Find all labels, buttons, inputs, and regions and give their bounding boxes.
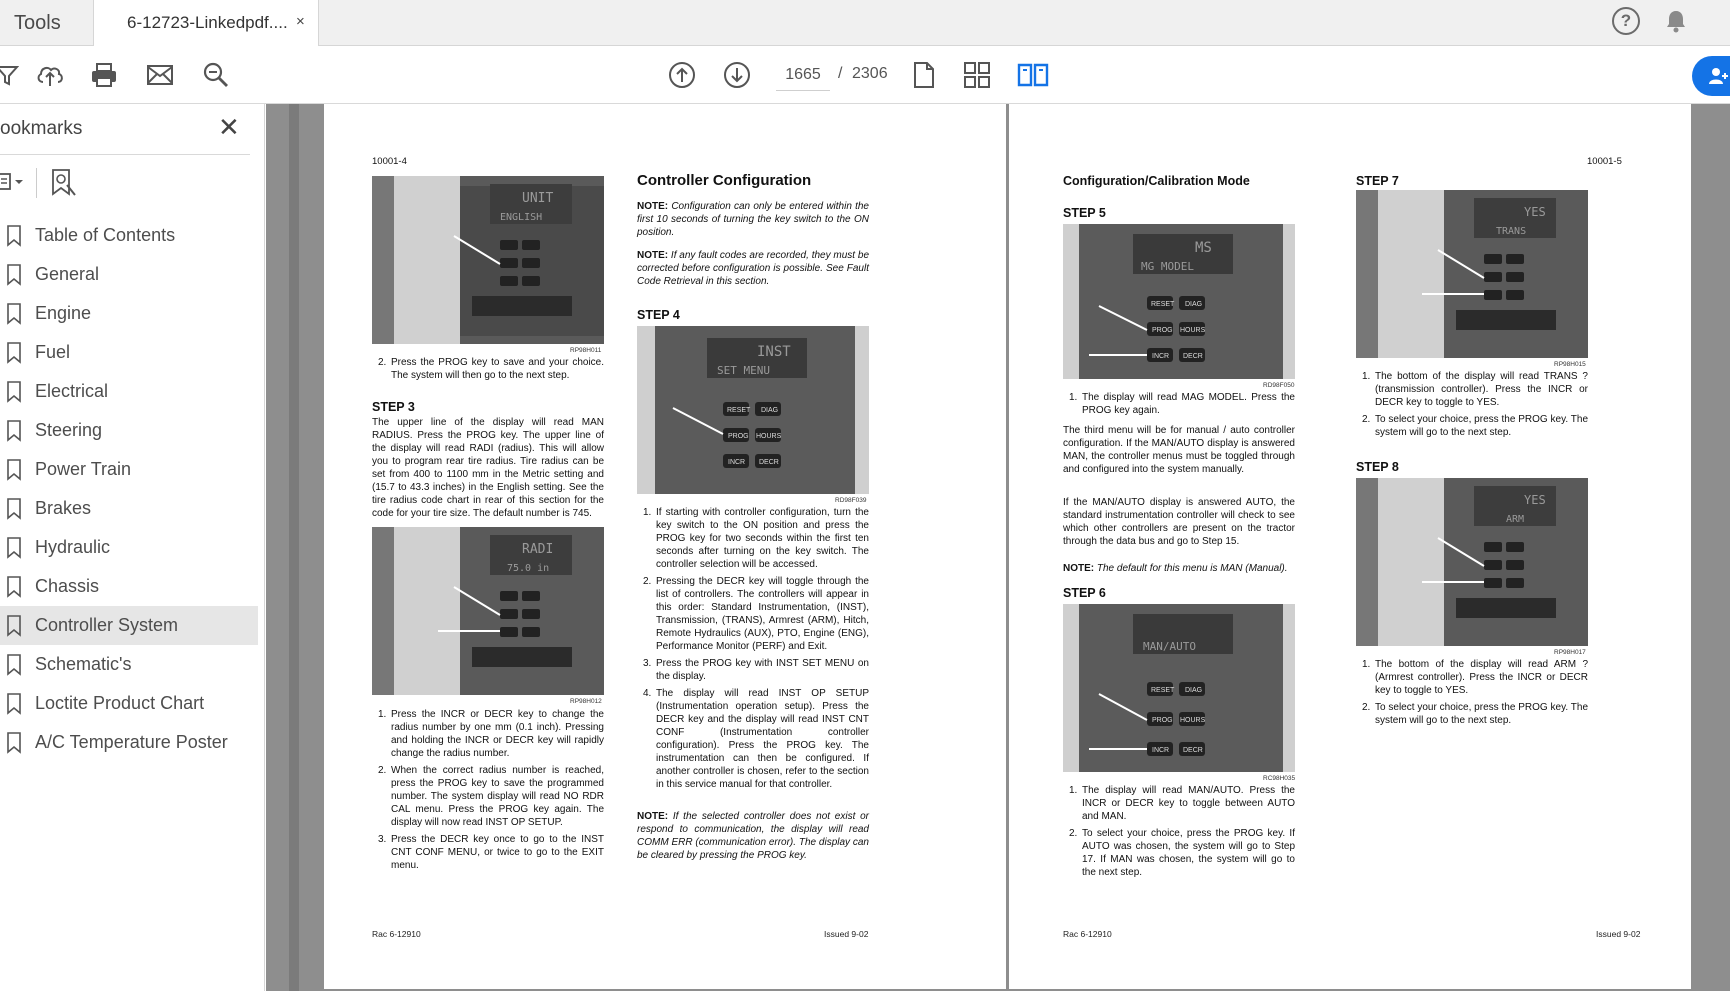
list-item: Press the PROG key to save and your choice. The system will then go to the next step. [391, 357, 604, 381]
bookmark-icon [6, 498, 22, 520]
list-item: Pressing the DECR key will toggle through the list of controllers. The controllers will appear in this order: Standard Instrumentation, (INST), Transmission, (TRANS), Armrest (ARM), Hitch, Remote Hydraulics (AUX), PTO, Engine (ENG), Performance Monitor (PERF) and Exit. [656, 576, 869, 652]
list-item: The bottom of the display will read ARM ? (Armrest controller). Press the INCR or DECR key to toggle to YES. [1375, 659, 1588, 696]
list-item: To select your choice, press the PROG key. If AUTO was chosen, the system will go to Step 17. If MAN was chosen, the system will go to the next step. [1082, 828, 1295, 878]
footer-left: Rac 6-12910 [1063, 929, 1112, 939]
share-button[interactable] [1692, 56, 1730, 96]
key-diag: DIAG [1185, 687, 1203, 694]
pdf-page-right [1009, 104, 1691, 989]
previous-page-icon[interactable] [665, 58, 699, 92]
bookmark-item[interactable] [0, 294, 260, 333]
list-item: Press the PROG key with INST SET MENU on the display. [656, 658, 869, 682]
bookmark-label: Table of Contents [35, 225, 176, 245]
total-pages: 2306 [852, 65, 888, 82]
controller-photo-1 [372, 176, 604, 344]
figure-controller-2 [372, 527, 604, 695]
lcd-line1: YES [1524, 205, 1546, 219]
key-reset: RESET [1151, 301, 1175, 308]
bookmark-item[interactable] [0, 528, 260, 567]
list-item: The display will read INST OP SETUP (Instrumentation operation setup). Press the DECR key and the display will read INST CNT CONF (Instrumentation controller configuration). Press the PROG key. The instrumentation can then be configured. If another controller is chosen, refer to the section in this service manual for that controller. [656, 688, 869, 790]
bookmark-label: Loctite Product Chart [35, 693, 205, 713]
fit-page-icon[interactable] [960, 58, 994, 92]
lcd-line1: RADI [522, 542, 554, 557]
note-label: NOTE: [637, 201, 669, 212]
paragraph-2: If the MAN/AUTO display is answered AUTO, the standard instrumentation controller will check to see which other controllers are present on the tractor through the data bus and go to Step 15. [1063, 497, 1295, 547]
add-bookmark-icon[interactable] [50, 168, 78, 203]
step8-heading: STEP 8 [1356, 460, 1399, 474]
bookmark-label: Controller System [35, 615, 179, 635]
page-number-left: 10001-4 [372, 156, 407, 167]
controller-photo-6 [1063, 604, 1295, 772]
controller-photo-5 [1063, 224, 1295, 379]
bookmarks-title: ookmarks [0, 118, 83, 139]
help-icon[interactable]: ? [1612, 7, 1640, 35]
bookmark-item[interactable] [0, 216, 260, 255]
list-item: Press the INCR or DECR key to change the radius number by one mm (0.1 inch). Pressing and holding the INCR or DECR key will rapidly change the radius number. [391, 709, 604, 759]
note-2 [637, 249, 869, 288]
key-incr: INCR [728, 459, 746, 466]
key-reset: RESET [727, 407, 751, 414]
step4-list: 1. If starting with controller configuration, turn the key switch to the ON position and press the PROG key for two seconds within the first ten seconds after turning on the key switch. The controller selection will be accessed. 2. Pressing the DECR key will toggle through the list of controllers. The controllers will appear in this order: Standard Instrumentation, (INST), Transmission, (TRANS), Armrest (ARM), Hitch, Remote Hydraulics (AUX), PTO, Engine (ENG), Performance Monitor (PERF) and Exit. 3. Press the PROG key with INST SET MENU on the display. 4. The display will read INST OP SETUP (Instrumentation operation setup). Press the DECR key and the display will read INST CNT CONF (Instrumentation controller configuration). Press the PROG key. The instrumentation can then be configured. If another controller is chosen, refer to the section in this service manual for that controller. [643, 507, 869, 790]
document-viewer[interactable] [266, 104, 1730, 991]
figure-code: RP98H011 [570, 347, 602, 354]
lcd-line1: MS [1195, 240, 1212, 256]
key-decr: DECR [1183, 353, 1203, 360]
next-page-icon[interactable] [720, 58, 754, 92]
step3-heading: STEP 3 [372, 400, 415, 414]
print-icon[interactable] [87, 58, 121, 92]
bookmark-label: Fuel [35, 342, 71, 362]
figure-controller-5 [1063, 224, 1295, 379]
bookmarks-tools [0, 164, 250, 208]
step6-list: 1. The display will read MAN/AUTO. Press the INCR or DECR key to toggle between AUTO and MAN. 2. To select your choice, press the PROG key. If AUTO was chosen, the system will go to Step 17. If MAN was chosen, the system will go to the next step. [1069, 785, 1295, 878]
list-item: The display will read MAN/AUTO. Press the INCR or DECR key to toggle between AUTO and MAN. [1082, 785, 1295, 822]
step5-heading: STEP 5 [1063, 206, 1106, 220]
key-prog: PROG [728, 433, 749, 440]
bookmark-label: Schematic's [35, 654, 132, 674]
bookmark-item[interactable] [0, 489, 260, 528]
top-right-icons [1612, 7, 1690, 35]
step4-heading: STEP 4 [637, 308, 680, 322]
bookmark-icon [6, 225, 22, 247]
bookmark-options-icon[interactable] [0, 172, 26, 197]
note-3 [637, 810, 869, 862]
bookmark-label: General [35, 264, 100, 284]
key-incr: INCR [1152, 353, 1170, 360]
tools-divider [36, 168, 37, 198]
toolbar [0, 46, 1730, 104]
tab-tools[interactable]: Tools [14, 11, 61, 34]
bookmark-icon [6, 342, 22, 364]
controller-photo-3 [637, 326, 869, 494]
lcd-line2: ARM [1506, 514, 1525, 525]
two-page-view-icon[interactable] [1016, 58, 1050, 92]
tab-document-label: 6-12723-Linkedpdf.... [127, 13, 288, 32]
key-hours: HOURS [1180, 327, 1206, 334]
step8-list: 1. The bottom of the display will read ARM ? (Armrest controller). Press the INCR or DECR key to toggle to YES. 2. To select your choice, press the PROG key. The system will go to the next step. [1362, 659, 1588, 726]
divider [0, 154, 250, 155]
bookmark-label: Steering [35, 420, 103, 440]
list-item: Press the DECR key once to go to the INST CNT CONF MENU, or twice to go to the EXIT menu. [391, 834, 604, 871]
lcd-line1: UNIT [522, 191, 554, 206]
bookmark-item[interactable] [0, 723, 260, 762]
bookmark-item[interactable] [0, 567, 260, 606]
bookmark-item[interactable] [0, 333, 260, 372]
notifications-bell-icon[interactable] [1662, 7, 1690, 35]
tab-bar [0, 0, 1730, 46]
list-item: When the correct radius number is reached, press the PROG key to save the programmed number. The system display will read NO RDR CAL menu. Press the PROG key again. The display will now read INST OP SETUP. [391, 765, 604, 828]
tab-close-icon[interactable]: × [296, 13, 305, 30]
list-item: To select your choice, press the PROG key. The system will go to the next step. [1375, 414, 1588, 438]
bookmark-item[interactable] [0, 255, 260, 294]
lcd-line2: SET MENU [717, 364, 770, 377]
bookmark-label: Engine [35, 303, 92, 323]
bookmark-icon [6, 576, 22, 598]
key-decr: DECR [759, 459, 779, 466]
figure-controller-7 [1356, 190, 1588, 358]
footer-right: Issued 9-02 [824, 929, 869, 939]
figure-controller-8 [1356, 478, 1588, 646]
figure-code: RD98F050 [1263, 382, 1295, 389]
pdf-page-left [324, 104, 1006, 989]
bookmark-item[interactable] [0, 411, 260, 450]
page-number-input[interactable] [776, 59, 830, 91]
step5-list: 1. The display will read MAG MODEL. Press the PROG key again. [1069, 392, 1295, 416]
key-reset: RESET [1151, 687, 1175, 694]
note-label: NOTE: [637, 811, 669, 822]
note [1063, 562, 1295, 575]
bookmark-item[interactable] [0, 372, 260, 411]
bookmark-label: Electrical [35, 381, 109, 401]
step2-list: 2. Press the PROG key to save and your choice. The system will then go to the next step. [378, 357, 604, 381]
key-incr: INCR [1152, 747, 1170, 754]
bookmark-icon [6, 615, 22, 637]
note-text: Configuration can only be entered within the first 10 seconds of turning the key switch to the ON position. [637, 201, 869, 238]
bookmarks-list [0, 216, 260, 762]
figure-code: RP98H017 [1554, 649, 1586, 656]
figure-controller-1 [372, 176, 604, 344]
bookmark-item[interactable] [0, 645, 260, 684]
bookmark-icon [6, 654, 22, 676]
note-label: NOTE: [1063, 563, 1095, 574]
list-item: If starting with controller configuration, turn the key switch to the ON position and press the PROG key for two seconds within the first ten seconds after turning on the key switch. The controller selection will be accessed. [656, 507, 869, 570]
step7-heading: STEP 7 [1356, 174, 1399, 188]
bookmark-icon [6, 693, 22, 715]
bookmark-item[interactable] [0, 450, 260, 489]
note-label: NOTE: [637, 250, 669, 261]
page-shadow [289, 104, 299, 991]
lcd-line2: 75.0 in [507, 563, 550, 574]
note-text: If any fault codes are recorded, they must be corrected before configuration is possible. See Fault Code Retrieval in this section. [637, 250, 870, 287]
lcd-line2: ENGLISH [500, 212, 543, 223]
tab-document[interactable] [93, 0, 319, 46]
bookmark-label: Power Train [35, 459, 132, 479]
single-page-view-icon[interactable] [907, 58, 941, 92]
list-item: The bottom of the display will read TRANS ? (transmission controller). Press the INCR or DECR key to toggle to YES. [1375, 371, 1588, 408]
bookmark-label: Brakes [35, 498, 92, 518]
figure-code: RP98H015 [1554, 361, 1586, 368]
close-panel-icon[interactable]: ✕ [218, 112, 240, 142]
figure-code: RC98H035 [1263, 775, 1296, 782]
step6-heading: STEP 6 [1063, 586, 1106, 600]
lcd-line1: INST [757, 344, 791, 360]
bookmark-icon [6, 303, 22, 325]
list-item: The display will read MAG MODEL. Press the PROG key again. [1082, 392, 1295, 416]
bookmark-icon [6, 381, 22, 403]
controller-photo-8 [1356, 478, 1588, 646]
bookmark-icon [6, 459, 22, 481]
controller-photo-2 [372, 527, 604, 695]
lcd-line2: MG MODEL [1141, 260, 1194, 273]
page-separator: / [838, 65, 843, 82]
note-text: The default for this menu is MAN (Manual). [1096, 563, 1288, 574]
controller-photo-7 [1356, 190, 1588, 358]
step3-list: 1. Press the INCR or DECR key to change the radius number by one mm (0.1 inch). Pressing and holding the INCR or DECR key will rapidly change the radius number. 2. When the correct radius number is reached, press the PROG key to save the programmed number. The system display will read NO RDR CAL menu. Press the PROG key again. The display will now read INST OP SETUP. 3. Press the DECR key once to go to the INST CNT CONF MENU, or twice to go to the EXIT menu. [378, 709, 604, 871]
key-diag: DIAG [761, 407, 779, 414]
paragraph-1: The third menu will be for manual / auto controller configuration. If the MAN/AUTO display is answered MAN, the controller menus must be toggled through and configured into the system manually. [1063, 425, 1295, 475]
upload-cloud-icon[interactable] [33, 58, 67, 92]
page-number-right: 10001-5 [1587, 156, 1622, 167]
figure-code: RD98F039 [835, 497, 867, 504]
bookmarks-panel [0, 104, 265, 991]
figure-code: RP98H012 [570, 698, 602, 705]
footer-right: Issued 9-02 [1596, 929, 1641, 939]
key-decr: DECR [1183, 747, 1203, 754]
footer-left: Rac 6-12910 [372, 929, 421, 939]
bookmark-label: A/C Temperature Poster [35, 732, 228, 752]
bookmark-item[interactable] [0, 684, 260, 723]
step3-body: The upper line of the display will read MAN RADIUS. Press the PROG key. The upper line of the display will read RADI (radius). This will allow you to program rear tire radius. Tire radius can be set from 400 to 1100 mm in the Metric setting and (15.7 to 43.3 inches) in the English setting. See the tire radius code chart in rear of this section for the code for your tire size. The default number is 745. [372, 417, 604, 519]
zoom-search-icon[interactable] [199, 58, 233, 92]
lcd-line1: YES [1524, 493, 1546, 507]
key-diag: DIAG [1185, 301, 1203, 308]
filter-icon[interactable] [0, 58, 24, 92]
bookmark-label: Hydraulic [35, 537, 111, 557]
bookmark-label: Chassis [35, 576, 100, 596]
bookmark-icon [6, 732, 22, 754]
step7-list: 1. The bottom of the display will read TRANS ? (transmission controller). Press the INCR or DECR key to toggle to YES. 2. To select your choice, press the PROG key. The system will go to the next step. [1362, 371, 1588, 438]
list-item: To select your choice, press the PROG key. The system will go to the next step. [1375, 702, 1588, 726]
key-prog: PROG [1152, 717, 1173, 724]
lcd-line2: MAN/AUTO [1143, 640, 1196, 653]
section-title: Controller Configuration [637, 172, 812, 189]
key-hours: HOURS [1180, 717, 1206, 724]
figure-controller-6 [1063, 604, 1295, 772]
bookmark-icon [6, 420, 22, 442]
note-text: If the selected controller does not exist or respond to communication, the display will read COMM ERR (communication error). The display can be cleared by pressing the PROG key. [637, 811, 870, 861]
key-prog: PROG [1152, 327, 1173, 334]
figure-controller-3 [637, 326, 869, 494]
bookmark-icon [6, 537, 22, 559]
lcd-line2: TRANS [1496, 226, 1527, 237]
bookmark-icon [6, 264, 22, 286]
bookmark-item-active[interactable] [0, 606, 258, 645]
section-title: Configuration/Calibration Mode [1063, 174, 1250, 188]
email-icon[interactable] [143, 58, 177, 92]
note-1 [637, 200, 869, 239]
key-hours: HOURS [756, 433, 782, 440]
